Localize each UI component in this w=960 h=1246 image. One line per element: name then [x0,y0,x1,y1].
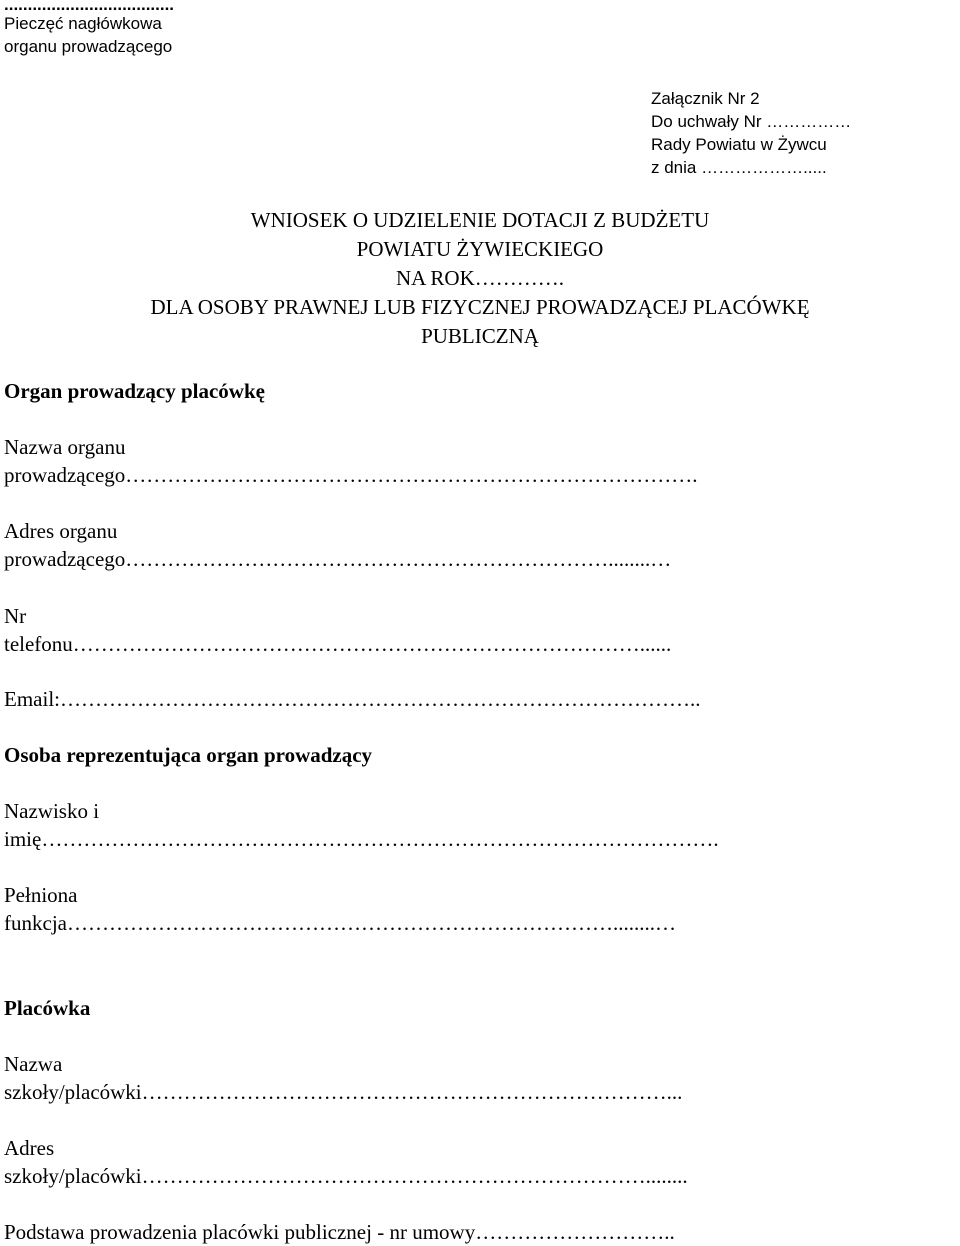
document-title [0,206,960,351]
annex-block [651,87,851,179]
field-organ-phone-line: telefonu………………………………………………………………………...... [4,632,672,656]
annex-line-4: z dnia ………………..... [651,158,827,177]
field-representative-name-label: Nazwisko i [4,799,100,823]
section-heading-representative: Osoba reprezentująca organ prowadzący [4,743,373,767]
field-organ-name-label: Nazwa organu [4,435,126,459]
field-facility-address-line: szkoły/placówki………………………………………………………………........ [4,1164,688,1188]
annex-line-1: Załącznik Nr 2 [651,89,760,108]
field-organ-address-label: Adres organu [4,519,118,543]
field-representative-function[interactable] [4,881,954,937]
field-organ-phone[interactable] [4,602,954,658]
field-facility-name[interactable] [4,1050,954,1106]
title-line-3: NA ROK…………. [395,266,564,290]
field-facility-address[interactable] [4,1134,954,1190]
title-line-1: WNIOSEK O UDZIELENIE DOTACJI Z BUDŻETU [250,208,710,232]
annex-line-3: Rady Powiatu w Żywcu [651,135,827,154]
field-organ-email[interactable]: Email:……………………………………………………………………………….. [4,687,701,711]
field-representative-function-line: funkcja……………………………………………………………………........… [4,911,676,935]
field-organ-address-line: prowadzącego……………………………………………………………........… [4,547,672,571]
title-line-4: DLA OSOBY PRAWNEJ LUB FIZYCZNEJ PROWADZĄCEJ PLACÓWKĘ [150,295,810,319]
field-representative-name-line: imię……………………………………………………………………………………. [4,827,719,851]
stamp-line-1: Pieczęć nagłówkowa [4,14,162,33]
field-facility-address-label: Adres [4,1136,55,1160]
header-stamp [4,0,174,58]
annex-line-2: Do uchwały Nr …………… [651,112,852,131]
field-facility-name-label: Nazwa [4,1052,63,1076]
field-representative-function-label: Pełniona [4,883,78,907]
field-organ-name-line: prowadzącego………………………………………………………………………. [4,463,698,487]
title-line-5: PUBLICZNĄ [421,324,539,348]
field-organ-address[interactable] [4,517,954,573]
field-organ-phone-label: Nr [4,604,27,628]
field-facility-name-line: szkoły/placówki…………………………………………………………………... [4,1080,683,1104]
section-heading-facility: Placówka [4,996,91,1020]
title-line-2: POWIATU ŻYWIECKIEGO [356,237,604,261]
field-facility-basis[interactable]: Podstawa prowadzenia placówki publicznej - nr umowy……………………….. [4,1220,675,1244]
field-organ-name[interactable] [4,433,954,489]
stamp-line-2: organu prowadzącego [4,37,173,56]
section-heading-organ: Organ prowadzący placówkę [4,379,265,403]
stamp-dots: .................................... [4,0,175,12]
field-representative-name[interactable] [4,797,954,853]
